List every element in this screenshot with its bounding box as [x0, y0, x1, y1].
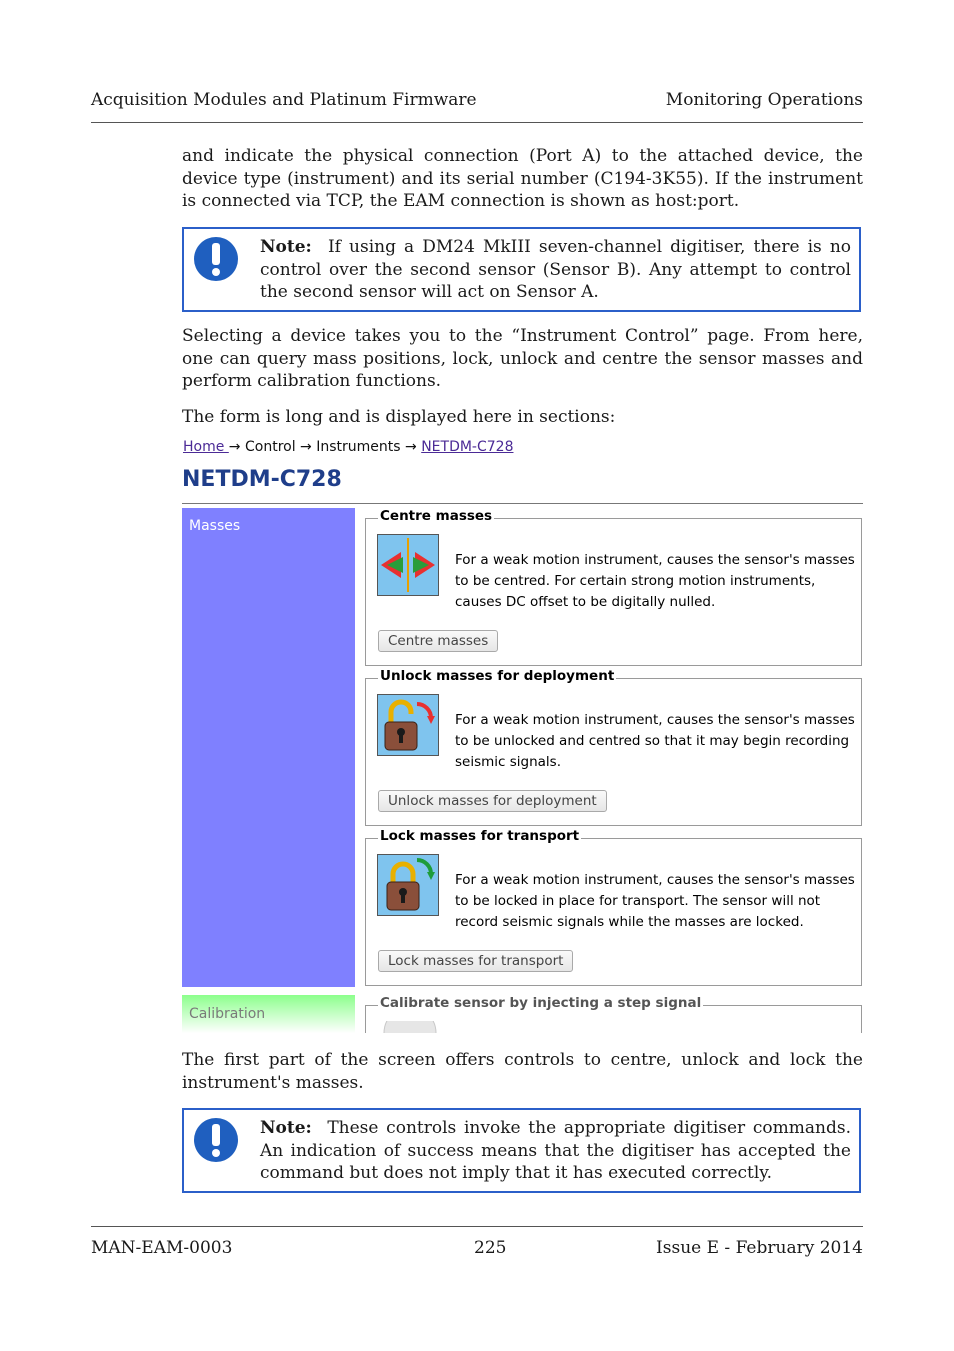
- document-number: MAN-EAM-0003: [91, 1238, 233, 1258]
- note-label: Note:: [260, 237, 312, 257]
- sidebar-item-label: Calibration: [189, 1006, 266, 1022]
- centre-masses-section: [365, 508, 862, 666]
- section-legend: Unlock masses for deployment: [380, 668, 615, 684]
- title-rule: [182, 503, 863, 504]
- unlock-masses-section: [365, 668, 862, 826]
- calibrate-step-section: [365, 995, 862, 1033]
- sidebar-item-label: Masses: [189, 518, 241, 534]
- breadcrumb-separator: →: [400, 439, 422, 455]
- note-body: If using a DM24 MkIII seven-channel digitiser, there is no control over the second sensor (Sensor B). Any attempt to control the second sensor will act on Sensor A.: [260, 237, 852, 302]
- header-rule: [91, 122, 863, 123]
- breadcrumb: [183, 439, 513, 455]
- section-legend: Calibrate sensor by injecting a step signal: [380, 995, 702, 1011]
- page-title: NETDM-C728: [182, 467, 342, 492]
- note-box: [182, 227, 861, 312]
- breadcrumb-instruments: Instruments: [316, 439, 401, 455]
- section-legend: Centre masses: [380, 508, 493, 524]
- breadcrumb-device-link[interactable]: NETDM-C728: [421, 439, 514, 455]
- sidebar-item-calibration[interactable]: [182, 995, 355, 1033]
- lock-masses-button[interactable]: Lock masses for transport: [378, 950, 573, 972]
- centre-masses-button[interactable]: Centre masses: [378, 630, 498, 652]
- exclamation-icon: [193, 1117, 239, 1163]
- paragraph-instrument-control: Selecting a device takes you to the “Instrument Control” page. From here, one can query mass positions, lock, unlock and centre the sensor masses and perform calibration functions.: [182, 326, 863, 391]
- breadcrumb-home-link[interactable]: Home: [183, 439, 229, 455]
- note-label: Note:: [260, 1118, 312, 1138]
- paragraph-controls-summary: The first part of the screen offers controls to centre, unlock and lock the instrument's masses.: [182, 1050, 863, 1093]
- centre-arrows-icon: [377, 534, 439, 596]
- breadcrumb-control: Control: [244, 439, 296, 455]
- unlock-padlock-icon: [377, 694, 439, 756]
- section-description: For a weak motion instrument, causes the sensor's masses to be locked in place for transport. The sensor will not record seismic signals while the masses are locked.: [455, 872, 855, 930]
- exclamation-icon: [193, 236, 239, 282]
- note-text: [260, 1117, 851, 1185]
- unlock-masses-button[interactable]: Unlock masses for deployment: [378, 790, 607, 812]
- section-description: For a weak motion instrument, causes the sensor's masses to be unlocked and centred so that it may begin recording seismic signals.: [455, 712, 855, 770]
- note-box: [182, 1108, 861, 1193]
- issue-date: Issue E - February 2014: [656, 1238, 863, 1258]
- note-text: [260, 236, 851, 304]
- page-number: 225: [474, 1238, 507, 1258]
- running-header-right: Monitoring Operations: [665, 90, 863, 110]
- lock-masses-section: [365, 828, 862, 986]
- paragraph-form-sections: The form is long and is displayed here in sections:: [182, 407, 616, 427]
- section-legend: Lock masses for transport: [380, 828, 580, 844]
- calibration-icon: [382, 1021, 438, 1033]
- breadcrumb-separator: →: [295, 439, 317, 455]
- section-description: For a weak motion instrument, causes the sensor's masses to be centred. For certain strong motion instruments, causes DC offset to be digitally nulled.: [455, 552, 855, 610]
- intro-paragraph: and indicate the physical connection (Port A) to the attached device, the device type (instrument) and its serial number (C194-3K55). If the instrument is connected via TCP, the EAM connection is shown as host:port.: [182, 146, 863, 211]
- running-header-left: Acquisition Modules and Platinum Firmware: [91, 90, 477, 110]
- breadcrumb-separator: →: [228, 439, 245, 455]
- footer-rule: [91, 1226, 863, 1227]
- lock-padlock-icon: [377, 854, 439, 916]
- note-body: These controls invoke the appropriate digitiser commands. An indication of success means that the digitiser has accepted the command but does not imply that it has executed correctly.: [260, 1118, 852, 1183]
- sidebar-item-masses[interactable]: [182, 508, 355, 987]
